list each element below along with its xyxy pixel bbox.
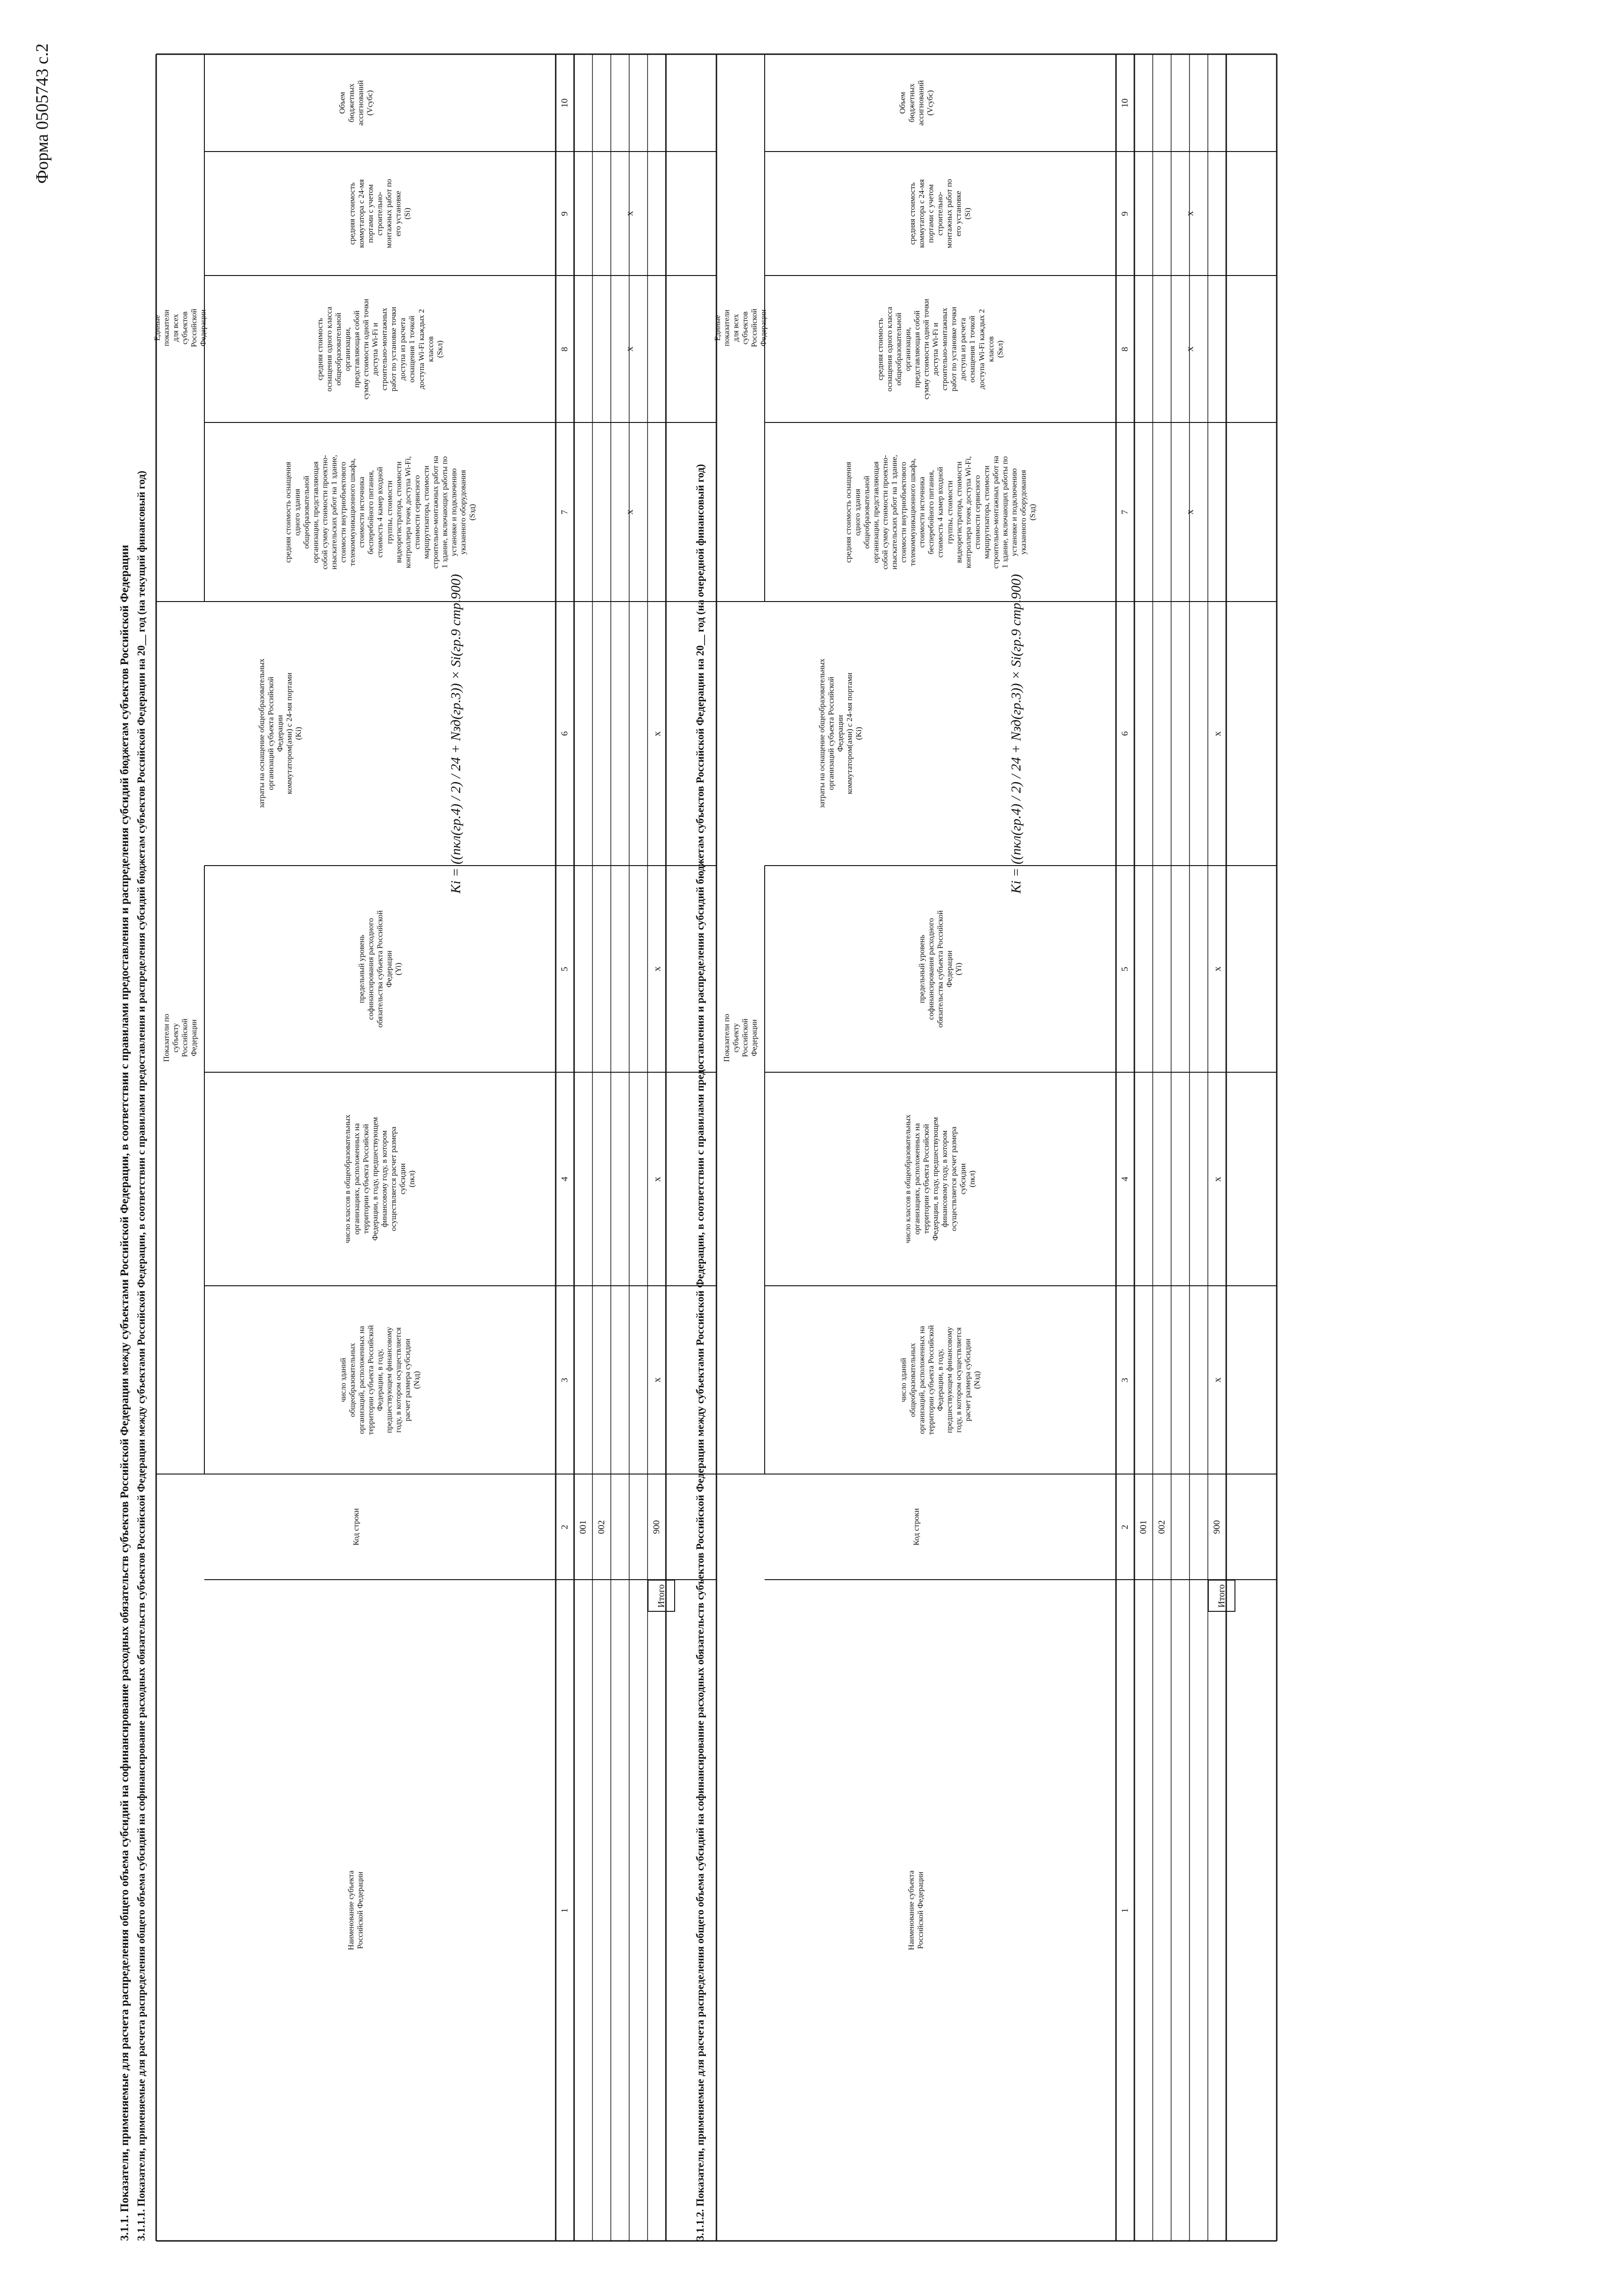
t2-total-x-col6-text: x bbox=[1211, 731, 1223, 736]
t1-x-mark-col8-text: x bbox=[623, 346, 635, 352]
t2-x-mark-col7 bbox=[1153, 422, 1226, 602]
t2-header-col1-text: Наименование субъекта Российской Федерации bbox=[907, 1870, 925, 1950]
t2-row-code-001-text: 001 bbox=[1138, 1520, 1149, 1534]
t2-header-col3-text: число зданий общеобразовательных организаций, расположенных на территории субъекта Российской Федерации, в году, предшествующем финансовому году, в котором осуществляется расчет размера субсидии (Nзд) bbox=[899, 1325, 981, 1435]
t1-total-code bbox=[648, 1474, 666, 1580]
t2-x-mark-col8-text: x bbox=[1184, 346, 1195, 352]
t2-colnum-3-text: 3 bbox=[1120, 1378, 1130, 1382]
t2-colnum-8 bbox=[1116, 276, 1134, 422]
t2-row-code-001 bbox=[1134, 1474, 1153, 1580]
t1-group-subject-text: Показатели по субъекту Российской Федерации bbox=[162, 1013, 198, 1062]
t1-colnum-1-text: 1 bbox=[559, 1908, 570, 1913]
t2-colnum-2-text: 2 bbox=[1120, 1525, 1130, 1529]
t2-group-subject-text: Показатели по субъекту Российской Федерации bbox=[722, 1013, 759, 1062]
t2-colnum-1-text: 1 bbox=[1120, 1908, 1130, 1913]
t2-header-col1 bbox=[716, 1580, 1116, 2241]
t1-colnum-9-text: 9 bbox=[559, 211, 570, 216]
t1-header-col4 bbox=[204, 1072, 556, 1286]
t1-header-col7 bbox=[204, 422, 556, 602]
t1-header-col4-text: число классов в общеобразовательных организациях, расположенных на территории субъекта Российской Федерации, в году, предшествующем финансовому году, в котором осуществляется расчет размера субсидии (nкл) bbox=[343, 1114, 417, 1244]
t2-group-subject bbox=[716, 602, 765, 1474]
t1-x-mark-col7 bbox=[592, 422, 666, 602]
t1-colnum-3-text: 3 bbox=[559, 1378, 570, 1382]
t1-colnum-4 bbox=[556, 1072, 574, 1286]
t2-header-col6-text: затраты на оснащение общеобразовательных организаций субъекта Российской Федерации коммутатором(ами) с 24-мя портами (Ki) bbox=[817, 658, 863, 809]
t2-colnum-10 bbox=[1116, 54, 1134, 152]
t2-header-col10-text: Объем бюджетных ассигнований (Vсубс) bbox=[897, 80, 935, 126]
t1-colnum-5-text: 5 bbox=[559, 967, 570, 971]
t1-header-col8 bbox=[204, 276, 556, 422]
t1-header-col5-text: предельный уровень софинансирования расходного обязательства субъекта Российской Федерации (Yi) bbox=[357, 910, 403, 1028]
form-code: Форма 0505743 с.2 bbox=[33, 43, 52, 184]
t1-colnum-10 bbox=[556, 54, 574, 152]
t1-row-code-001-text: 001 bbox=[578, 1520, 588, 1534]
t1-total-x-col4-text: x bbox=[651, 1176, 662, 1182]
t2-colnum-1 bbox=[1116, 1580, 1134, 2241]
t2-colnum-7-text: 7 bbox=[1120, 510, 1130, 514]
t2-header-col7 bbox=[765, 422, 1116, 602]
t1-header-col1-text: Наименование субъекта Российской Федерации bbox=[346, 1870, 365, 1950]
t1-colnum-10-text: 10 bbox=[559, 98, 570, 107]
t2-total-x-col4-text: x bbox=[1211, 1176, 1223, 1182]
t1-total-x-col3-text: x bbox=[651, 1377, 662, 1383]
t2-total-x-col3 bbox=[1208, 1286, 1226, 1474]
t1-total-x-col6-text: x bbox=[651, 731, 662, 736]
t2-colnum-3 bbox=[1116, 1286, 1134, 1474]
t1-colnum-8 bbox=[556, 276, 574, 422]
t1-ki-formula: Ki = ((nкл(гр.4) / 2) / 24 + Nзд(гр.3)) × Si(гр.9 стр.900) bbox=[448, 574, 463, 894]
t2-colnum-7 bbox=[1116, 422, 1134, 602]
t2-colnum-9 bbox=[1116, 152, 1134, 276]
t1-x-mark-col9-text: x bbox=[623, 211, 635, 216]
t1-total-x-col6 bbox=[648, 602, 666, 866]
t2-x-mark-col9-text: x bbox=[1184, 211, 1195, 216]
t1-group-common-text: Единые показатели для всех субъектов Российской Федерации bbox=[152, 309, 208, 347]
t2-row-code-002 bbox=[1153, 1474, 1171, 1580]
t2-header-col9-text: средняя стоимость коммутатора с 24-мя портами с учетом строительно- монтажных работ по его установке (Si) bbox=[908, 179, 972, 248]
t1-header-col3-text: число зданий общеобразовательных организаций, расположенных на территории субъекта Российской Федерации, в году, предшествующем финансовому году, в котором осуществляется расчет размера субсидии (Nзд) bbox=[338, 1325, 421, 1435]
t2-total-label bbox=[1208, 1580, 1235, 1612]
t2-total-x-col4 bbox=[1208, 1072, 1226, 1286]
t2-header-col6 bbox=[765, 602, 916, 866]
section-title: 3.1.1. Показатели, применяемые для расчета распределения общего объема субсидий на софинансирование расходных обязательств субъектов Российской Федерации между субъектами Российской Федерации, в соответствии с правилами предоставления и распределения субсидий бюджетам субъектов Российской Федерации bbox=[118, 545, 131, 2241]
t1-row-code-002-text: 002 bbox=[596, 1520, 607, 1534]
t2-header-col4 bbox=[765, 1072, 1116, 1286]
t2-colnum-10-text: 10 bbox=[1120, 98, 1130, 107]
t1-header-col10-text: Объем бюджетных ассигнований (Vсубс) bbox=[337, 80, 374, 126]
t2-col6-formula bbox=[916, 574, 1116, 894]
t2-total-code bbox=[1208, 1474, 1226, 1580]
t1-row-code-002 bbox=[592, 1474, 611, 1580]
t1-group-subject bbox=[156, 602, 204, 1474]
t2-header-col5-text: предельный уровень софинансирования расходного обязательства субъекта Российской Федерации (Yi) bbox=[917, 910, 963, 1028]
t1-colnum-8-text: 8 bbox=[559, 347, 570, 351]
t1-row-code-001 bbox=[574, 1474, 592, 1580]
t1-colnum-9 bbox=[556, 152, 574, 276]
t2-total-code-text: 900 bbox=[1212, 1520, 1222, 1534]
t2-header-col5 bbox=[765, 866, 1116, 1072]
t1-colnum-6-text: 6 bbox=[559, 731, 570, 736]
t2-total-label-text: Итого bbox=[1216, 1584, 1227, 1608]
t1-colnum-5 bbox=[556, 866, 574, 1072]
t1-header-col10 bbox=[156, 54, 556, 152]
t2-header-col4-text: число классов в общеобразовательных организациях, расположенных на территории субъекта Российской Федерации, в году, предшествующем финансовому году, в котором осуществляется расчет размера субсидии (nкл) bbox=[903, 1114, 977, 1244]
t1-total-x-col3 bbox=[648, 1286, 666, 1474]
t1-colnum-6 bbox=[556, 602, 574, 866]
t1-header-col8-text: средняя стоимость оснащения одного класса общеобразовательной организации, представляющая собой сумму стоимости одной точки доступа Wi-Fi и строительно-монтажных работ по установке точки доступа из расчета оснащения 1 точкой доступа Wi-Fi каждых 2 классов (Sкл) bbox=[316, 298, 444, 400]
t2-group-common-text: Единые показатели для всех субъектов Российской Федерации bbox=[713, 309, 768, 347]
t1-colnum-2-text: 2 bbox=[559, 1525, 570, 1529]
t1-total-label bbox=[648, 1580, 675, 1612]
t2-x-mark-col7-text: x bbox=[1184, 509, 1195, 515]
t1-colnum-4-text: 4 bbox=[559, 1176, 570, 1182]
t1-header-col2-text: Код строки bbox=[351, 1508, 360, 1546]
t2-x-mark-col8 bbox=[1153, 276, 1226, 422]
t1-x-mark-col8 bbox=[592, 276, 666, 422]
t2-header-col8 bbox=[765, 276, 1116, 422]
t1-colnum-7 bbox=[556, 422, 574, 602]
t2-x-mark-col9 bbox=[1153, 152, 1226, 276]
t1-header-col2 bbox=[156, 1474, 556, 1580]
t2-total-x-col5 bbox=[1208, 866, 1226, 1072]
t1-header-col7-text: средняя стоимость оснащения одного здания общеобразовательной организации, представляющая собой сумму стоимости проектно- изыскательских работ на 1 здание, стоимости внутриобъектового телекоммуникационного шкафа, стоимости источника бесперебойного питания, стоимость 4 камер входной группы, стоимости видеорегистратора, стоимости контроллера точек доступа Wi-Fi, стоимости сервисного маршрутизатора, стоимости строительно-монтажных работ на 1 здание, включающих работы по установке и подключению указанного оборудования (Sзд) bbox=[283, 455, 476, 569]
t2-header-col10 bbox=[716, 54, 1116, 152]
t1-total-code-text: 900 bbox=[651, 1520, 662, 1534]
t2-header-col9 bbox=[765, 152, 1116, 276]
t1-header-col3 bbox=[204, 1286, 556, 1474]
table1-subtitle: 3.1.1.1. Показатели, применяемые для расчета распределения общего объема субсидий на софинансирование расходных обязательств субъектов Российской Федерации между субъектами Российской Федерации, в соответствии с правилами предоставления и распределения субсидий бюджетам субъектов Российской Федерации на 20__ год (на текущий финансовый год) bbox=[135, 471, 147, 2241]
t1-header-col9 bbox=[204, 152, 556, 276]
t2-total-x-col6 bbox=[1208, 602, 1226, 866]
t1-col6-formula bbox=[356, 574, 556, 894]
t1-header-col1 bbox=[156, 1580, 556, 2241]
t1-x-mark-col7-text: x bbox=[623, 509, 635, 515]
t2-header-col2-text: Код строки bbox=[911, 1508, 920, 1546]
t2-total-x-col5-text: x bbox=[1211, 966, 1223, 972]
t2-total-x-col3-text: x bbox=[1211, 1377, 1223, 1383]
t1-colnum-3 bbox=[556, 1286, 574, 1474]
t2-colnum-6-text: 6 bbox=[1120, 731, 1130, 736]
t2-header-col7-text: средняя стоимость оснащения одного здания общеобразовательной организации, представляющая собой сумму стоимости проектно- изыскательских работ на 1 здание, стоимости внутриобъектового телекоммуникационного шкафа, стоимости источника бесперебойного питания, стоимость 4 камер входной группы, стоимости видеорегистратора, стоимости контроллера точек доступа Wi-Fi, стоимости сервисного маршрутизатора, стоимости строительно-монтажных работ на 1 здание, включающих работы по установке и подключению указанного оборудования (Sзд) bbox=[844, 455, 1037, 569]
t1-header-col9-text: средняя стоимость коммутатора с 24-мя портами с учетом строительно- монтажных работ по его установке (Si) bbox=[348, 179, 412, 248]
t2-colnum-6 bbox=[1116, 602, 1134, 866]
t2-ki-formula: Ki = ((nкл(гр.4) / 2) / 24 + Nзд(гр.3)) × Si(гр.9 стр.900) bbox=[1008, 574, 1024, 894]
t2-header-col2 bbox=[716, 1474, 1116, 1580]
table2-subtitle: 3.1.1.2. Показатели, применяемые для расчета распределения общего объема субсидий на софинансирование расходных обязательств субъектов Российской Федерации между субъектами Российской Федерации, в соответствии с правилами предоставления и распределения субсидий бюджетам субъектов Российской Федерации на 20__ год (на очередной финансовый год) bbox=[694, 464, 706, 2241]
t2-colnum-5-text: 5 bbox=[1120, 967, 1130, 971]
t2-row-code-002-text: 002 bbox=[1156, 1520, 1167, 1534]
t1-total-x-col5 bbox=[648, 866, 666, 1072]
t1-header-col6-text: затраты на оснащение общеобразовательных организаций субъекта Российской Федерации коммутатором(ами) с 24-мя портами (Ki) bbox=[257, 658, 303, 809]
t2-colnum-4-text: 4 bbox=[1120, 1176, 1130, 1182]
t2-colnum-8-text: 8 bbox=[1120, 347, 1130, 351]
t1-header-col5 bbox=[204, 866, 556, 1072]
t1-x-mark-col9 bbox=[592, 152, 666, 276]
t2-colnum-5 bbox=[1116, 866, 1134, 1072]
t2-colnum-9-text: 9 bbox=[1120, 211, 1130, 216]
t2-colnum-4 bbox=[1116, 1072, 1134, 1286]
t1-total-x-col5-text: x bbox=[651, 966, 662, 972]
t1-total-x-col4 bbox=[648, 1072, 666, 1286]
t1-header-col6 bbox=[204, 602, 356, 866]
t2-header-col3 bbox=[765, 1286, 1116, 1474]
t1-total-label-text: Итого bbox=[656, 1584, 666, 1608]
t1-colnum-1 bbox=[556, 1580, 574, 2241]
t2-colnum-2 bbox=[1116, 1474, 1134, 1580]
t2-header-col8-text: средняя стоимость оснащения одного класса общеобразовательной организации, представляющая собой сумму стоимости одной точки доступа Wi-Fi и строительно-монтажных работ по установке точки доступа из расчета оснащения 1 точкой доступа Wi-Fi каждых 2 классов (Sкл) bbox=[876, 298, 1004, 400]
t1-colnum-2 bbox=[556, 1474, 574, 1580]
t1-colnum-7-text: 7 bbox=[559, 510, 570, 514]
